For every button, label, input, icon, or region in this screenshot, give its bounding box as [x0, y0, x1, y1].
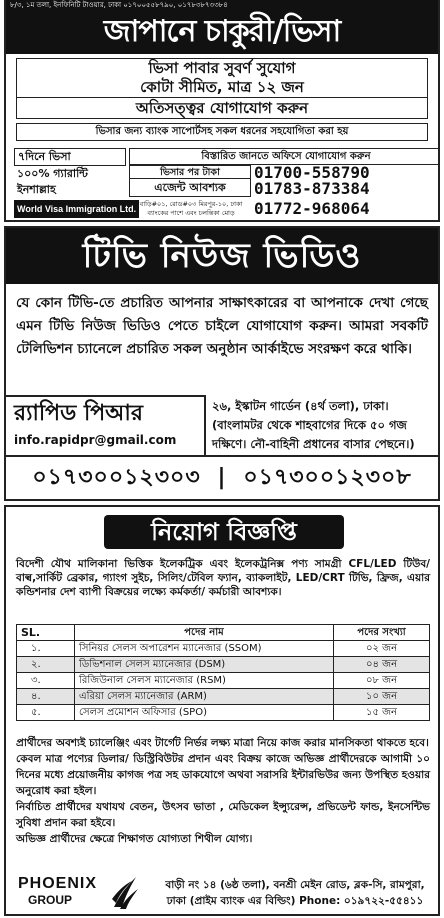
- tv-news-video-ad: [4, 226, 440, 501]
- agent-required: এজেন্ট আবশ্যক: [129, 178, 251, 197]
- offer-box: [16, 58, 428, 119]
- phone-number: 01783-873384: [254, 179, 370, 198]
- post-cell: এরিয়া সেলস ম্যানেজার (ARM): [75, 689, 334, 705]
- company-logo: [18, 875, 110, 913]
- footer-row: [12, 873, 436, 915]
- serial-cell: ৪.: [17, 689, 75, 705]
- serial-cell: ১.: [17, 641, 75, 657]
- office-address: ২৬, ইস্কাটন গার্ডেন (৪র্থ তলা), ঢাকা। (বাংলামটর থেকে শাহবাগের দিকে ৫০ গজ দক্ষিণে। নৌ-বাহিনী প্রধানের বাসার পেছনে।): [212, 399, 415, 451]
- requirement-paragraph: নির্বাচিত প্রার্থীদের যথাযথ বেতন, উৎসব ভাতা , মেডিকেল ইন্স্যুরেন্স, প্রভিডেন্ট ফান্ড, ইনসেন্টিভ সুবিধা প্রদান করা হইবে।: [16, 801, 430, 829]
- offer-line: ভিসা পাবার সুবর্ণ সুযোগ: [148, 59, 296, 77]
- company-logo: World Visa Immigration Ltd.: [14, 200, 139, 218]
- table-row: [17, 657, 430, 673]
- ad-title: জাপানে চাকুরী/ভিসা: [6, 10, 438, 54]
- post-cell: সেলস প্রমোশন অফিসার (SPO): [75, 705, 334, 721]
- phone-number: 01700-558790: [254, 163, 370, 182]
- column-header: পদের নাম: [75, 625, 334, 641]
- post-cell: রিজিউনাল সেলস ম্যানেজার (RSM): [75, 673, 334, 689]
- details-grid: [14, 148, 430, 198]
- column-header: পদের সংখ্যা: [334, 625, 430, 641]
- count-cell: ১৫ জন: [334, 705, 430, 721]
- table-header-row: [17, 625, 430, 641]
- phone-numbers: ০১৭৩০০১২৩০৩ | ০১৭৩০০১২৩০৮: [6, 455, 438, 499]
- column-header: SL.: [17, 625, 75, 641]
- offer-line: অতিসত্ত্বর যোগাযোগ করুন: [17, 97, 427, 118]
- office-address: বাড়ি#০১, রোড#০৩ মিরপুর-১০, ঢাকা ব্যাংকের পাশে এবং চলন্তিকা মোড়: [139, 200, 243, 217]
- brand-block: [6, 395, 206, 455]
- guarantee-line: ৭দিনে ভিসা: [14, 148, 126, 166]
- positions-table: [16, 624, 430, 721]
- ad-body: যে কোন টিভি-তে প্রচারিত আপনার সাক্ষাৎকারের বা আপনাকে দেখা গেছে এমন টিভি নিউজ ভিডিও পেতে চাইলে যোগাযোগ করুন। আমরা সবকটি টেলিভিশন চ্যানেলে প্রচারিত সকল অনুষ্ঠান আর্কাইভে সংরক্ষণ করে থাকি।: [16, 295, 428, 357]
- phoenix-bird-icon: [110, 873, 140, 911]
- count-cell: ০৮ জন: [334, 673, 430, 689]
- phone-number: 01772-968064: [254, 199, 370, 218]
- address-line: ঢাকা (প্রাইম ব্যাংক এর বিল্ডিং) Phone: ০১৯৭২২-৫৫৪১১: [166, 895, 424, 907]
- requirement-paragraph: কেবল মাত্র পণ্যের ডিলার/ ডিস্ট্রিবিউটর প্রদান এবং বিক্রয় কাজে অভিজ্ঞ প্রার্থীদেরকে আগামী ১০ দিনের মধ্যে প্রয়োজনীয় কাগজ পত্র সহ ডাকযোগে অথবা সরাসরি ইন্টারভিউর জন্য উপস্থিত হওয়ার অনুরোধ করা হইল।: [16, 753, 430, 797]
- footer-row: [14, 200, 434, 218]
- guarantee-line: ইনশাল্লাহ: [17, 183, 56, 196]
- recruitment-ad: [4, 505, 440, 916]
- ad-title: টিভি নিউজ ভিডিও: [6, 228, 438, 284]
- post-cell: সিনিয়র সেলস অপারেশন ম্যানেজার (SSOM): [75, 641, 334, 657]
- post-cell: ডিভিশনাল সেলস ম্যানেজার (DSM): [75, 657, 334, 673]
- count-cell: ১০ জন: [334, 689, 430, 705]
- guarantee-block: [14, 148, 126, 198]
- address-line: বাড়ী নং ১৪ (৬ষ্ঠ তলা), বনশ্রী মেইন রোড, ব্লক-সি, রামপুরা,: [165, 879, 425, 891]
- count-cell: ০৪ জন: [334, 657, 430, 673]
- requirement-paragraph: অভিজ্ঞ প্রার্থীদের ক্ষেত্রে শিক্ষাগত যোগ্যতা শিথীল যোগ্য।: [16, 833, 253, 845]
- intro-text: বিদেশী যৌথ মালিকানা ভিত্তিক ইলেকট্রিক এবং ইলেকট্রনিক্স পণ্য সামগ্রী CFL/LED টিউব/বাল্ব,সার্কিট ব্রেকার, গ্যাংগ সুইচ, সিলিং/টেবিল ফ্যান, ব্যাকলাইট, LED/CRT টিভি, ফ্রিজ, এয়ার কন্ডিশনার দেশ ব্যাপী বিক্রয়ের লক্ষ্যে কর্মকর্তা/ কর্মচারী আবশ্যক।: [16, 558, 430, 598]
- pay-after-visa: ভিসার পর টাকা: [129, 165, 251, 179]
- table-row: [17, 673, 430, 689]
- requirements-block: [16, 735, 430, 847]
- brand-name: র‍্যাপিড পিআর: [14, 401, 143, 426]
- japan-visa-ad: [4, 0, 440, 222]
- logo-text: PHOENIX: [18, 875, 98, 892]
- office-address: [152, 877, 438, 909]
- ad-title: নিয়োগ বিজ্ঞপ্তি: [104, 515, 344, 549]
- table-row: [17, 641, 430, 657]
- table-row: [17, 705, 430, 721]
- requirement-paragraph: প্রার্থীদের অবশ্যই চ্যালেঞ্জিং এবং টার্গেট নির্ভর লক্ষ্য মাত্রা নিয়ে কাজ করার মানসিকতা থাকতে হবে।: [16, 737, 429, 749]
- bank-support-note: ভিসার জন্য ব্যাংক সাপোর্টসহ সকল ধরনের সহযোগিতা করা হয়: [16, 123, 428, 141]
- phone-list: [254, 165, 434, 197]
- offer-line: কোটা সীমিত, মাত্র ১২ জন: [140, 78, 304, 96]
- info-line: বিস্তারিত জানতে অফিসে যোগাযোগ করুন: [129, 148, 440, 165]
- guarantee-line: ১০০% গ্যারান্টি: [17, 167, 88, 180]
- top-strip: ৮/৩, ১ম তলা, ইনফিনিটি টাওয়ার, ঢাকা ০১৭০০৫৫৮৭৯০, ০১৭৮৩৮৭৩৩৮৪: [6, 0, 438, 10]
- logo-text: GROUP: [28, 893, 73, 907]
- table-row: [17, 689, 430, 705]
- serial-cell: ৩.: [17, 673, 75, 689]
- serial-cell: ৫.: [17, 705, 75, 721]
- serial-cell: ২.: [17, 657, 75, 673]
- email-link[interactable]: info.rapidpr@gmail.com: [14, 433, 177, 447]
- count-cell: ০২ জন: [334, 641, 430, 657]
